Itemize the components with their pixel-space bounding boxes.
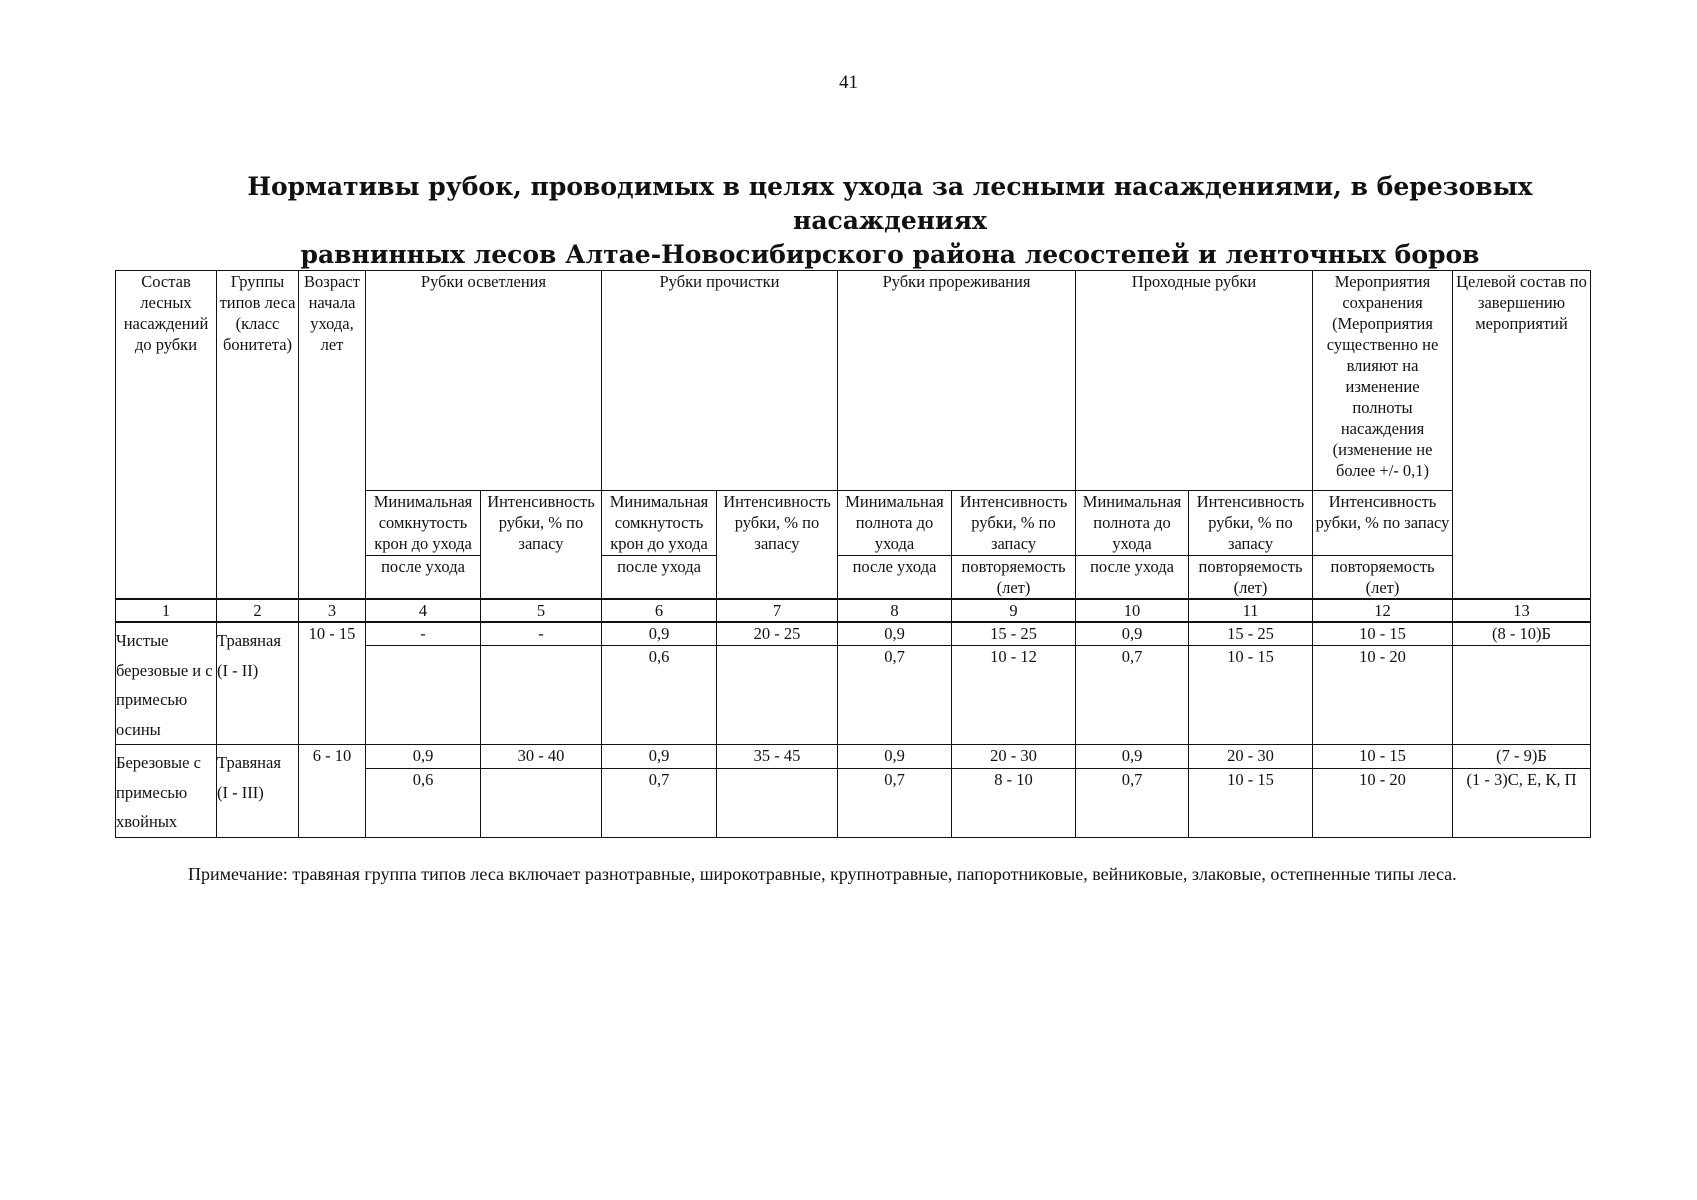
value-cell [1453,645,1591,744]
norms-table [115,270,1591,838]
value-cell [481,645,602,744]
value-cell: 0,9 [838,745,952,769]
value-cell: 0,9 [838,622,952,645]
title-line-2: равнинных лесов Алтае-Новосибирского района лесостепей и ленточных боров [300,240,1480,269]
table-row-group2-b [116,768,1591,837]
table-row-group2-a [116,745,1591,769]
value-cell: 15 - 25 [1189,622,1313,645]
column-number: 5 [481,599,602,622]
value-cell: 0,7 [1076,645,1189,744]
header-prorezhivaniya: Рубки прореживания [838,271,1076,491]
column-number: 13 [1453,599,1591,622]
value-cell: 10 - 15 [1189,768,1313,837]
column-number: 8 [838,599,952,622]
value-cell: (7 - 9)Б [1453,745,1591,769]
column-number-row [116,599,1591,622]
header-intensity-11: Интенсивность рубки, % по запасу [1189,491,1313,556]
value-cell: 0,7 [1076,768,1189,837]
header-intensity-12: Интенсивность рубки, % по запасу [1313,491,1453,556]
title-line-1: Нормативы рубок, проводимых в целях ухода за лесными насаждениями, в березовых насаждениях [247,172,1533,235]
header-composition: Состав лесных насаждений до рубки [116,271,217,600]
value-cell: 0,7 [838,645,952,744]
column-number: 1 [116,599,217,622]
start-age-cell-empty [299,645,366,744]
value-cell: 10 - 15 [1313,622,1453,645]
forest-type-cell: Травяная (I - III) [217,745,299,838]
value-cell: 30 - 40 [481,745,602,769]
table-row-group1-b [116,645,1591,744]
header-start-age: Возраст начала ухода, лет [299,271,366,600]
composition-cell: Чистые березовые и с примесью осины [116,622,217,745]
start-age-cell: 10 - 15 [299,622,366,645]
column-number: 9 [952,599,1076,622]
header-intensity-9: Интенсивность рубки, % по запасу [952,491,1076,556]
header-min-closure-4: Минимальная сомкнутость крон до ухода [366,491,481,556]
column-number: 6 [602,599,717,622]
column-number: 7 [717,599,838,622]
value-cell [366,645,481,744]
header-row-groups [116,271,1591,491]
column-number: 10 [1076,599,1189,622]
column-number: 11 [1189,599,1313,622]
value-cell: (8 - 10)Б [1453,622,1591,645]
value-cell: 35 - 45 [717,745,838,769]
header-after-care-6: после ухода [602,556,717,600]
value-cell: 10 - 15 [1313,745,1453,769]
header-prochistki: Рубки прочистки [602,271,838,491]
value-cell: 0,7 [602,768,717,837]
header-min-density-10: Минимальная полнота до ухода [1076,491,1189,556]
column-number: 4 [366,599,481,622]
header-recurrence-11: повторяемость (лет) [1189,556,1313,600]
header-intensity-7: Интенсивность рубки, % по запасу [717,491,838,600]
value-cell: 0,9 [1076,745,1189,769]
value-cell: 0,7 [838,768,952,837]
value-cell: 20 - 25 [717,622,838,645]
value-cell: 20 - 30 [1189,745,1313,769]
value-cell [717,645,838,744]
value-cell: 0,9 [602,622,717,645]
value-cell: 10 - 20 [1313,645,1453,744]
header-osvetleniya: Рубки осветления [366,271,602,491]
header-after-care-10: после ухода [1076,556,1189,600]
composition-cell: Березовые с примесью хвойных [116,745,217,838]
value-cell: 10 - 12 [952,645,1076,744]
value-cell [481,768,602,837]
start-age-cell-empty [299,768,366,837]
header-meropriyatiya: Мероприятия сохранения (Мероприятия существенно не влияют на изменение полноты насаждения (изменение не более +/- 0,1) [1313,271,1453,491]
page-number: 41 [839,72,858,93]
value-cell [717,768,838,837]
header-intensity-5: Интенсивность рубки, % по запасу [481,491,602,600]
value-cell: 15 - 25 [952,622,1076,645]
value-cell: 20 - 30 [952,745,1076,769]
value-cell: 10 - 20 [1313,768,1453,837]
column-number: 2 [217,599,299,622]
forest-type-cell: Травяная (I - II) [217,622,299,745]
page-title [190,170,1590,272]
value-cell: 8 - 10 [952,768,1076,837]
value-cell: - [481,622,602,645]
header-recurrence-12: повторяемость (лет) [1313,556,1453,600]
value-cell: 0,6 [366,768,481,837]
header-recurrence-9: повторяемость (лет) [952,556,1076,600]
value-cell: - [366,622,481,645]
value-cell: 0,6 [602,645,717,744]
column-number: 3 [299,599,366,622]
table-row-group1-a [116,622,1591,645]
header-target-composition: Целевой состав по завершению мероприятий [1453,271,1591,600]
value-cell: 10 - 15 [1189,645,1313,744]
header-after-care-4: после ухода [366,556,481,600]
start-age-cell: 6 - 10 [299,745,366,769]
value-cell: 0,9 [366,745,481,769]
column-number: 12 [1313,599,1453,622]
header-min-closure-6: Минимальная сомкнутость крон до ухода [602,491,717,556]
footnote: Примечание: травяная группа типов леса включает разнотравные, широкотравные, крупнотравные, папоротниковые, вейниковые, злаковые, остепненные типы леса. [188,864,1457,884]
value-cell: 0,9 [602,745,717,769]
header-after-care-8: после ухода [838,556,952,600]
header-prohodnye: Проходные рубки [1076,271,1313,491]
value-cell: 0,9 [1076,622,1189,645]
header-min-density-8: Минимальная полнота до ухода [838,491,952,556]
value-cell: (1 - 3)С, Е, К, П [1453,768,1591,837]
header-forest-type: Группы типов леса (класс бонитета) [217,271,299,600]
